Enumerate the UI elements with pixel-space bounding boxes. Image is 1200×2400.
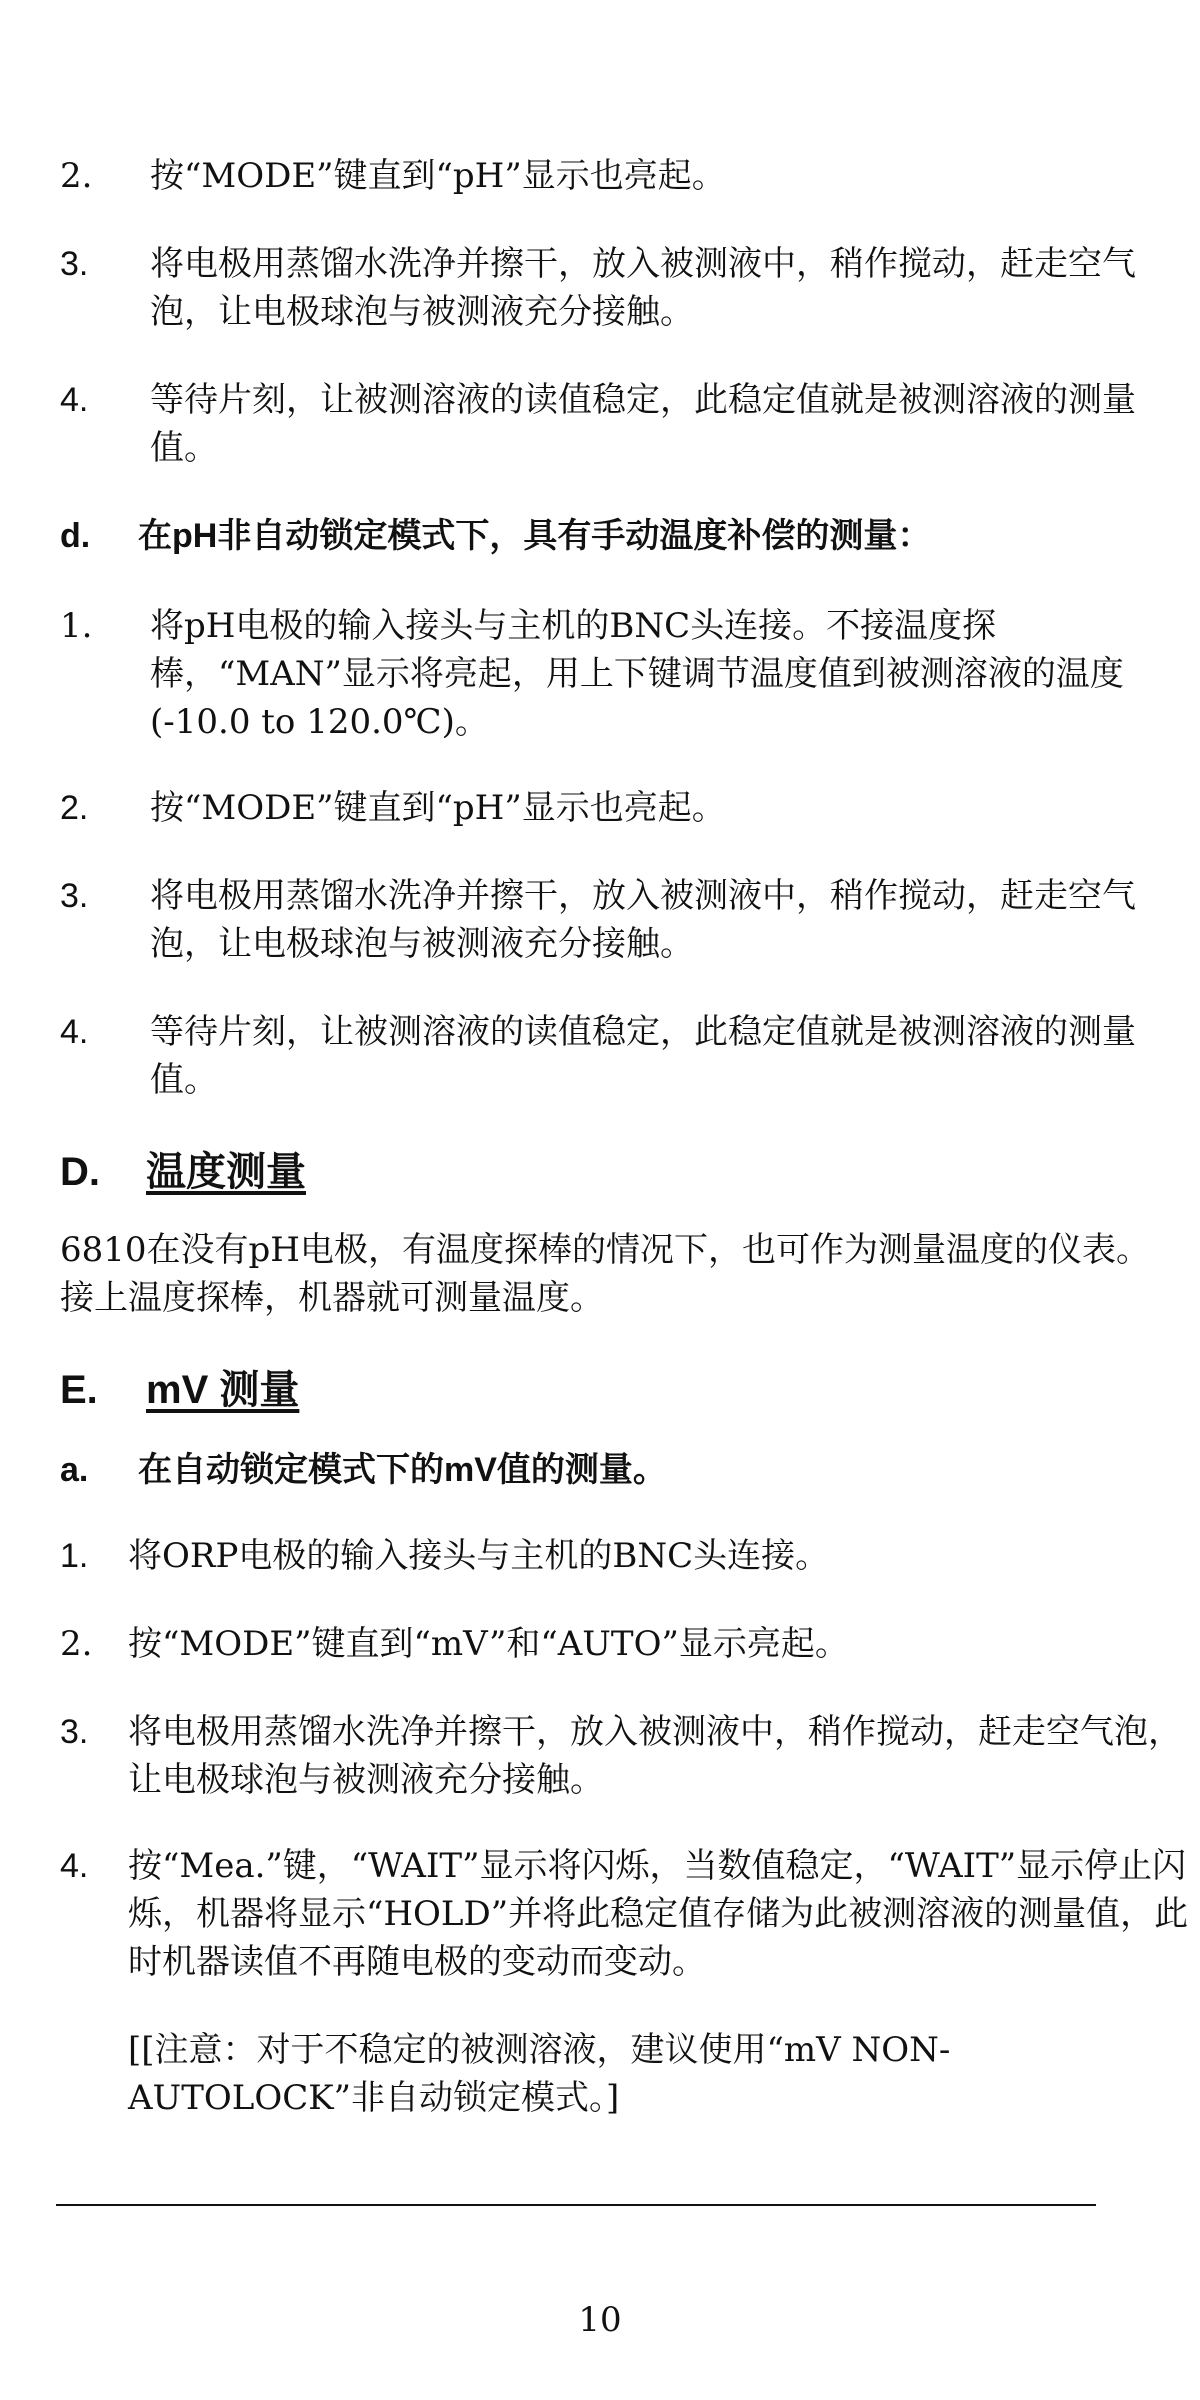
item-text: 按“MODE”键直到“pH”显示也亮起。 — [150, 788, 726, 828]
section-title: mV 测量 — [146, 1368, 300, 1412]
item-number: 4. — [60, 381, 89, 419]
item-text: 将ORP电极的输入接头与主机的BNC头连接。 — [128, 1536, 830, 1576]
item-number: 1. — [60, 1537, 89, 1575]
section-label: D. — [60, 1150, 100, 1194]
item-text: 按“MODE”键直到“pH”显示也亮起。 — [150, 156, 726, 196]
item-number: 2. — [60, 1624, 93, 1664]
section-heading — [60, 1146, 306, 1198]
item-number: 2. — [60, 156, 93, 196]
footer-divider — [56, 2204, 1096, 2206]
item-text: 按“MODE”键直到“mV”和“AUTO”显示亮起。 — [128, 1624, 849, 1664]
item-number: 3. — [60, 245, 89, 283]
item-number: 4. — [60, 1013, 89, 1051]
section-label: E. — [60, 1368, 98, 1412]
subsection-heading — [60, 1446, 667, 1494]
item-number: 2. — [60, 789, 89, 827]
item-text: 将电极用蒸馏水洗净并擦干，放入被测液中，稍作搅动，赶走空气泡，让电极球泡与被测液充分接触。 — [150, 244, 1136, 332]
item-text: 等待片刻，让被测溶液的读值稳定，此稳定值就是被测溶液的测量值。 — [150, 380, 1136, 468]
subsection-heading — [60, 512, 931, 560]
page-number: 10 — [578, 2300, 622, 2340]
subsection-label: a. — [60, 1451, 89, 1489]
item-number: 4. — [60, 1847, 89, 1885]
subsection-title: 在pH非自动锁定模式下，具有手动温度补偿的测量： — [138, 517, 932, 555]
paragraph: 6810在没有pH电极，有温度探棒的情况下，也可作为测量温度的仪表。接上温度探棒，机器就可测量温度。 — [60, 1230, 1150, 1318]
section-title: 温度测量 — [146, 1150, 306, 1194]
item-text: 按“Mea.”键，“WAIT”显示将闪烁，当数值稳定，“WAIT”显示停止闪烁，机器将显示“HOLD”并将此稳定值存储为此被测溶液的测量值，此时机器读值不再随电极的变动而变动。 — [128, 1846, 1189, 1982]
section-heading — [60, 1364, 299, 1416]
item-number: 1. — [60, 606, 93, 646]
subsection-label: d. — [60, 517, 91, 555]
item-number: 3. — [60, 1713, 89, 1751]
item-text: 将电极用蒸馏水洗净并擦干，放入被测液中，稍作搅动，赶走空气泡，让电极球泡与被测液充分接触。 — [150, 876, 1136, 964]
subsection-title: 在自动锁定模式下的mV值的测量。 — [138, 1451, 667, 1489]
item-text: 将电极用蒸馏水洗净并擦干，放入被测液中，稍作搅动，赶走空气泡，让电极球泡与被测液充分接触。 — [128, 1712, 1182, 1800]
item-text: 将pH电极的输入接头与主机的BNC头连接。不接温度探棒，“MAN”显示将亮起，用上下键调节温度值到被测溶液的温度(-10.0 to 120.0℃)。 — [150, 606, 1124, 742]
item-text: 等待片刻，让被测溶液的读值稳定，此稳定值就是被测溶液的测量值。 — [150, 1012, 1136, 1100]
note-text: [[注意：对于不稳定的被测溶液，建议使用“mV NON- AUTOLOCK”非自动锁定模式。] — [128, 2030, 951, 2118]
item-number: 3. — [60, 877, 89, 915]
